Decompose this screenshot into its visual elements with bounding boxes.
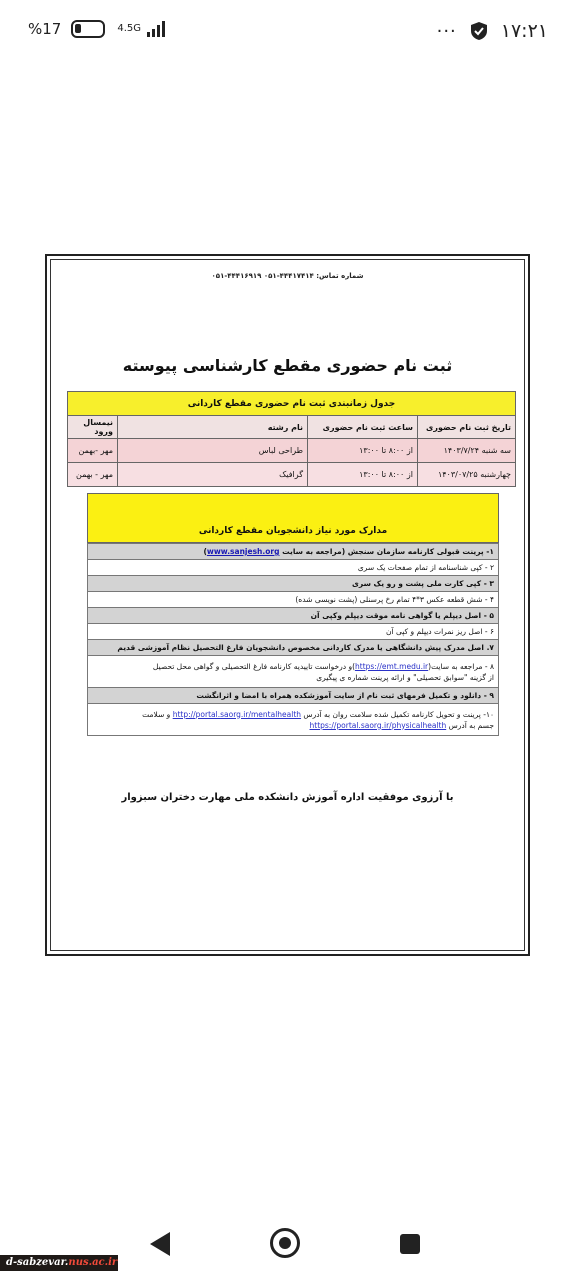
requirements-heading: مدارک مورد نیاز دانشجویان مقطع کاردانی — [87, 493, 499, 543]
requirement-item: ۶ - اصل ریز نمرات دیپلم و کپی آن — [88, 624, 499, 640]
more-notifications-icon: ··· — [436, 20, 457, 42]
requirement-item: ۱۰- پرینت و تحویل کارنامه تکمیل شده سلامت روان به آدرس http://portal.saorg.ir/mentalhealth و سلامت جسم به آدرس https://portal.saorg.ir/physicalhealth — [88, 704, 499, 736]
network-label: 4.5G — [117, 23, 141, 34]
battery-percent: %17 — [28, 20, 62, 38]
schedule-cell: مهر -بهمن — [68, 439, 118, 463]
schedule-cell: مهر - بهمن — [68, 463, 118, 487]
document-image — [45, 254, 530, 956]
schedule-cell: طراحی لباس — [118, 439, 308, 463]
site-watermark: d-sabzevar.nus.ac.ir — [0, 1255, 118, 1271]
requirement-item: ۱- پرینت قبولی کارنامه سازمان سنجش (مراجعه به سایت www.sanjesh.org) — [88, 544, 499, 560]
status-left — [28, 20, 165, 38]
requirements-table — [87, 543, 499, 736]
status-right — [437, 20, 548, 42]
schedule-heading: جدول زمانبندی ثبت نام حضوری مقطع کاردانی — [68, 392, 516, 416]
battery-icon — [71, 20, 105, 38]
requirement-item: ۹ - دانلود و تکمیل فرمهای ثبت نام از سایت آموزشکده همراه با امضا و اثرانگشت — [88, 688, 499, 704]
signal-icon — [147, 21, 165, 37]
requirement-item: ۵ - اصل دیپلم یا گواهی نامه موقت دیپلم وکپی آن — [88, 608, 499, 624]
schedule-cell: چهارشنبه ۱۴۰۳/۰۷/۲۵ — [418, 463, 516, 487]
requirement-item: ۸ - مراجعه به سایت(https://emt.medu.ir)و درخواست تاییدیه کارنامه فارغ التحصیلی و گواهی محل تحصیل از گزینه "سوابق تحصیلی" و ارائه پرینت شماره ی پیگیری — [88, 656, 499, 688]
schedule-cell: گرافیک — [118, 463, 308, 487]
requirement-item: ۲ - کپی شناسنامه از تمام صفحات یک سری — [88, 560, 499, 576]
requirement-item: ۷. اصل مدرک پیش دانشگاهی یا مدرک کاردانی مخصوص دانشجویان فارغ التحصیل نظام آموزشی قدیم — [88, 640, 499, 656]
document-title: ثبت نام حضوری مقطع کارشناسی پیوسته — [122, 356, 453, 375]
schedule-table — [67, 391, 516, 487]
check-shield-icon — [469, 21, 489, 41]
physicalhealth-link[interactable]: https://portal.saorg.ir/physicalhealth — [309, 720, 447, 730]
recent-apps-icon[interactable] — [400, 1234, 420, 1254]
requirement-item: ۳ - کپی کارت ملی پشت و رو یک سری — [88, 576, 499, 592]
schedule-cell: از ۸:۰۰ تا ۱۳:۰۰ — [308, 463, 418, 487]
phone-numbers: شماره تماس: ۴۴۴۱۷۴۱۴-۰۵۱ ۴۴۴۱۶۹۱۹-۰۵۱ — [211, 272, 364, 280]
back-icon[interactable] — [150, 1232, 170, 1256]
document-inner-border — [50, 259, 525, 951]
home-icon[interactable] — [270, 1228, 300, 1258]
clock: ۱۷:۲۱ — [500, 20, 548, 42]
mentalhealth-link[interactable]: http://portal.saorg.ir/mentalhealth — [172, 709, 302, 719]
sanjesh-link[interactable]: www.sanjesh.org — [206, 547, 280, 556]
emt-link[interactable]: https://emt.medu.ir — [355, 661, 429, 671]
status-bar — [0, 0, 576, 64]
network-type — [117, 24, 141, 34]
schedule-cell: از ۸:۰۰ تا ۱۳:۰۰ — [308, 439, 418, 463]
schedule-col-time: ساعت ثبت نام حضوری — [308, 416, 418, 439]
closing-note: با آرزوی موفقیت اداره آموزش دانشکده ملی مهارت دختران سبزوار — [121, 792, 454, 803]
schedule-col-date: تاریخ ثبت نام حضوری — [418, 416, 516, 439]
schedule-col-term: نیمسال ورود — [68, 416, 118, 439]
schedule-cell: سه شنبه ۱۴۰۳/۷/۲۴ — [418, 439, 516, 463]
schedule-col-field: نام رشته — [118, 416, 308, 439]
requirement-item: ۴ - شش قطعه عکس ۳*۴ تمام رخ پرسنلی (پشت نویسی شده) — [88, 592, 499, 608]
